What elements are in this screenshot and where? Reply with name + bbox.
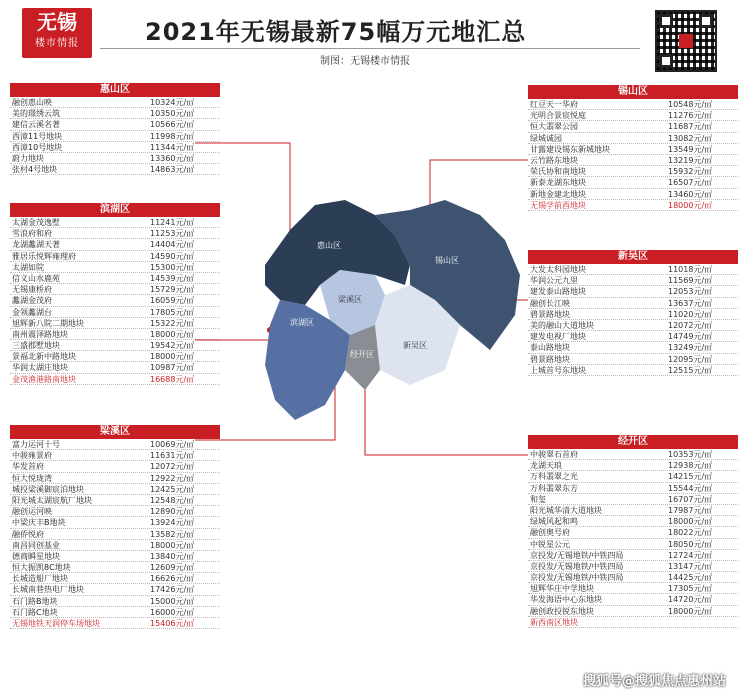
parcel-name: 甘露建设锡东新城地块 [530, 144, 610, 154]
parcel-price: 18022元/㎡ [668, 528, 713, 538]
parcel-name: 融侨悦府 [12, 529, 44, 539]
land-parcel-row [10, 307, 220, 318]
land-parcel-row [10, 439, 220, 450]
land-parcel-row [528, 460, 738, 471]
parcel-price: 15300元/㎡ [150, 262, 195, 272]
parcel-price: 11569元/㎡ [668, 276, 713, 286]
parcel-price: 10350元/㎡ [150, 109, 195, 119]
parcel-name: 金茂渔港路南地块 [12, 374, 76, 384]
parcel-price: 18000元/㎡ [668, 517, 713, 527]
parcel-price: 16626元/㎡ [150, 574, 195, 584]
parcel-name: 红豆天一华府 [530, 100, 578, 109]
land-parcel-row [528, 342, 738, 353]
parcel-name: 新泰龙湖东地块 [530, 178, 586, 188]
parcel-name: 华润太湖庄地块 [12, 363, 68, 373]
land-parcel-row [10, 596, 220, 607]
parcel-price: 14215元/㎡ [668, 472, 713, 482]
parcel-name: 富力运河十号 [12, 440, 60, 449]
land-parcel-row [10, 142, 220, 153]
parcel-price: 13249元/㎡ [668, 343, 713, 353]
land-parcel-row [10, 273, 220, 284]
parcel-price: 11276元/㎡ [668, 111, 713, 121]
parcel-price: 17426元/㎡ [150, 585, 195, 595]
map-label-liangxi: 梁溪区 [338, 295, 362, 304]
land-parcel-row [528, 264, 738, 275]
land-parcel-row [528, 200, 738, 211]
parcel-name: 恒大振凯8C地块 [12, 563, 71, 573]
land-parcel-row [528, 594, 738, 605]
land-parcel-row [528, 298, 738, 309]
parcel-price: 14590元/㎡ [150, 251, 195, 261]
land-parcel-row [10, 239, 220, 250]
parcel-price: 15322元/㎡ [150, 318, 195, 328]
parcel-price: 10566元/㎡ [150, 120, 195, 130]
parcel-price: 18000元/㎡ [150, 540, 195, 550]
parcel-name: 龙湖蠡湖天著 [12, 240, 60, 250]
parcel-price: 13460元/㎡ [668, 189, 713, 199]
land-parcel-row [10, 562, 220, 573]
parcel-price: 12922元/㎡ [150, 473, 195, 483]
district-map [235, 185, 535, 435]
parcel-name: 云竹路东地块 [530, 155, 578, 165]
parcel-name: 阳光城太湖宸航厂地块 [12, 495, 92, 505]
parcel-price: 11687元/㎡ [668, 122, 713, 132]
land-parcel-row [10, 573, 220, 584]
land-parcel-row [10, 318, 220, 329]
parcel-name: 无锡康桥府 [12, 285, 52, 295]
land-parcel-row [528, 286, 738, 297]
land-parcel-row [10, 351, 220, 362]
title-divider [100, 48, 640, 49]
land-parcel-row [528, 516, 738, 527]
parcel-price: 12425元/㎡ [150, 484, 195, 494]
parcel-price: 16707元/㎡ [668, 494, 713, 504]
map-label-xishan: 锡山区 [435, 256, 459, 265]
land-parcel-row [528, 331, 738, 342]
land-parcel-row [10, 484, 220, 495]
parcel-name: 碧景路地块 [530, 309, 570, 319]
land-parcel-row [528, 354, 738, 365]
land-parcel-row [10, 284, 220, 295]
parcel-price: 11998元/㎡ [150, 131, 195, 141]
parcel-name: 景福北新中路地块 [12, 352, 76, 362]
parcel-name: 德商瞬星地块 [12, 551, 60, 561]
parcel-price: 12072元/㎡ [150, 462, 195, 472]
land-parcel-row [10, 607, 220, 618]
panel-xinwu [528, 250, 738, 376]
parcel-name: 融创长江映 [530, 298, 570, 308]
parcel-price: 11253元/㎡ [150, 229, 195, 239]
parcel-name: 太湖如院 [12, 262, 44, 272]
panel-jingkai [528, 435, 738, 628]
parcel-price: 13637元/㎡ [668, 298, 713, 308]
land-parcel-row [10, 119, 220, 130]
land-parcel-row [528, 155, 738, 166]
parcel-price: 10987元/㎡ [150, 363, 195, 373]
parcel-name: 西漳10号地块 [12, 142, 63, 152]
parcel-price: 14404元/㎡ [150, 240, 195, 250]
land-parcel-row [528, 309, 738, 320]
land-parcel-row [10, 540, 220, 551]
parcel-name: 碧景路地块 [530, 354, 570, 364]
land-parcel-row [10, 618, 220, 629]
panel-binhu [10, 203, 220, 385]
parcel-price: 14539元/㎡ [150, 273, 195, 283]
parcel-name: 美的融山大道地块 [530, 320, 594, 330]
parcel-name: 融创惠山映 [12, 98, 52, 107]
land-parcel-row [10, 551, 220, 562]
parcel-price: 13082元/㎡ [668, 133, 713, 143]
parcel-price: 19542元/㎡ [150, 341, 195, 351]
parcel-name: 无锡学前西地块 [530, 200, 586, 210]
parcel-name: 旭辉新八院二期地块 [12, 318, 84, 328]
parcel-name: 南州震泽路地块 [12, 329, 68, 339]
map-label-huishan: 惠山区 [317, 241, 341, 250]
land-parcel-row [528, 505, 738, 516]
land-parcel-row [10, 584, 220, 595]
land-parcel-row [528, 550, 738, 561]
land-parcel-row [10, 506, 220, 517]
parcel-name: 融创奥号府 [530, 528, 570, 538]
parcel-price: 14749元/㎡ [668, 332, 713, 342]
parcel-name: 上城首号东地块 [530, 365, 586, 375]
parcel-price: 11241元/㎡ [150, 218, 195, 227]
parcel-name: 万科翡翠之光 [530, 472, 578, 482]
land-parcel-row [528, 583, 738, 594]
parcel-name: 中锐星公元 [530, 539, 570, 549]
land-parcel-row [10, 329, 220, 340]
parcel-price: 18000元/㎡ [668, 200, 713, 210]
land-parcel-row [528, 494, 738, 505]
parcel-price: 17987元/㎡ [668, 505, 713, 515]
land-parcel-row [10, 262, 220, 273]
land-parcel-row [10, 517, 220, 528]
parcel-name: 石门路B地块 [12, 596, 58, 606]
map-label-binhu: 滨湖区 [290, 318, 314, 327]
parcel-price: 16059元/㎡ [150, 296, 195, 306]
parcel-name: 美的璟绣云筑 [12, 109, 60, 119]
parcel-price: 15729元/㎡ [150, 285, 195, 295]
parcel-name: 和玺 [530, 494, 546, 504]
parcel-name: 绿城诚园 [530, 133, 562, 143]
parcel-price: 11020元/㎡ [668, 309, 713, 319]
parcel-name: 信义山水鹿苑 [12, 273, 60, 283]
parcel-price: 17305元/㎡ [668, 584, 713, 594]
panel-title: 锡山区 [528, 85, 738, 99]
parcel-name: 华发首府 [12, 462, 44, 472]
parcel-name: 龙湖天琅 [530, 461, 562, 471]
parcel-price: 16688元/㎡ [150, 374, 195, 384]
parcel-name: 旭辉华庄中学地块 [530, 584, 594, 594]
parcel-price: 15000元/㎡ [150, 596, 195, 606]
land-parcel-row [528, 572, 738, 583]
qr-code-icon [655, 10, 717, 72]
parcel-price: 13924元/㎡ [150, 518, 195, 528]
parcel-price: 12724元/㎡ [668, 550, 713, 560]
map-label-jingkai: 经开区 [350, 350, 374, 359]
parcel-name: 万科翡翠东方 [530, 483, 578, 493]
parcel-name: 光明合景宸悦庭 [530, 111, 586, 121]
parcel-name: 绿城风起和鸣 [530, 517, 578, 527]
land-parcel-row [528, 110, 738, 121]
parcel-name: 无锡地铁天润停车场地块 [12, 619, 100, 628]
parcel-name: 长城南巷热电厂地块 [12, 585, 84, 595]
parcel-price: 11344元/㎡ [150, 142, 195, 152]
parcel-name: 建发电视厂地块 [530, 332, 586, 342]
parcel-price: 18050元/㎡ [668, 539, 713, 549]
land-parcel-row [528, 527, 738, 538]
land-parcel-row [528, 99, 738, 110]
parcel-name: 张村4号地块 [12, 165, 58, 175]
land-parcel-row [528, 177, 738, 188]
parcel-price: 11631元/㎡ [150, 451, 195, 461]
parcel-price: 12095元/㎡ [668, 354, 713, 364]
parcel-price: 12609元/㎡ [150, 563, 195, 573]
parcel-price: 14720元/㎡ [668, 595, 713, 605]
parcel-name: 太湖金茂逸墅 [12, 218, 60, 227]
watermark: 搜狐号@搜狐焦点惠州站 [582, 674, 726, 689]
land-parcel-row [10, 374, 220, 385]
parcel-name: 京投发/无锡地铁/中铁四局 [530, 561, 624, 571]
parcel-name: 长城造船厂地块 [12, 574, 68, 584]
parcel-name: 京投发/无锡地铁/中铁四局 [530, 573, 624, 583]
panel-xishan [528, 85, 738, 211]
parcel-name: 蠡湖金茂府 [12, 296, 52, 306]
parcel-name: 融创运河映 [12, 507, 52, 517]
parcel-name: 阳光城华清大道地块 [530, 505, 602, 515]
land-parcel-row [528, 121, 738, 132]
land-parcel-row [528, 133, 738, 144]
parcel-price: 18000元/㎡ [668, 606, 713, 616]
parcel-price: 14863元/㎡ [150, 165, 195, 175]
parcel-price: 15544元/㎡ [668, 483, 713, 493]
land-parcel-row [10, 450, 220, 461]
parcel-price: 18000元/㎡ [150, 329, 195, 339]
land-parcel-row [10, 362, 220, 373]
land-parcel-row [10, 228, 220, 239]
parcel-name: 雪浪府和府 [12, 229, 52, 239]
parcel-price: 13147元/㎡ [668, 561, 713, 571]
land-parcel-row [528, 606, 738, 617]
parcel-price: 13582元/㎡ [150, 529, 195, 539]
land-parcel-row [528, 483, 738, 494]
land-parcel-row [10, 108, 220, 119]
panel-title: 滨湖区 [10, 203, 220, 217]
land-parcel-row [528, 365, 738, 376]
parcel-price [668, 617, 732, 627]
parcel-price: 10353元/㎡ [668, 450, 713, 459]
land-parcel-row [528, 320, 738, 331]
land-parcel-row [10, 295, 220, 306]
land-parcel-row [10, 153, 220, 164]
parcel-price: 13360元/㎡ [150, 153, 195, 163]
land-parcel-row [10, 164, 220, 175]
parcel-name: 中骏翠石首府 [530, 450, 578, 459]
parcel-name: 建发泰山路地块 [530, 287, 586, 297]
land-parcel-row [528, 144, 738, 155]
land-parcel-row [528, 617, 738, 628]
brand-logo [22, 8, 92, 58]
parcel-price: 14425元/㎡ [668, 573, 713, 583]
parcel-name: 新西南区地块 [530, 617, 578, 627]
parcel-name: 中梁庆丰B地块 [12, 518, 66, 528]
land-parcel-row [10, 340, 220, 351]
parcel-name: 荣氏协和南地块 [530, 167, 586, 177]
land-parcel-row [10, 217, 220, 228]
panel-liangxi [10, 425, 220, 629]
land-parcel-row [528, 189, 738, 200]
land-parcel-row [528, 471, 738, 482]
land-parcel-row [10, 495, 220, 506]
land-parcel-row [528, 275, 738, 286]
parcel-price: 12053元/㎡ [668, 287, 713, 297]
parcel-name: 华发海语中心东地块 [530, 595, 602, 605]
parcel-name: 城投梁溪御宸泊地块 [12, 484, 84, 494]
land-parcel-row [528, 166, 738, 177]
parcel-price: 10548元/㎡ [668, 100, 713, 109]
parcel-name: 南昌同创基业 [12, 540, 60, 550]
parcel-price: 18000元/㎡ [150, 352, 195, 362]
parcel-name: 西漳11号地块 [12, 131, 63, 141]
parcel-name: 石门路C地块 [12, 607, 58, 617]
land-parcel-row [10, 473, 220, 484]
panel-title: 经开区 [528, 435, 738, 449]
panel-title: 新吴区 [528, 250, 738, 264]
parcel-name: 建信云溪名著 [12, 120, 60, 130]
panel-title: 惠山区 [10, 83, 220, 97]
parcel-name: 融创政投锐东地块 [530, 606, 594, 616]
parcel-price: 15932元/㎡ [668, 167, 713, 177]
map-label-xinwu: 新吴区 [403, 341, 427, 350]
land-parcel-row [10, 251, 220, 262]
parcel-price: 13219元/㎡ [668, 155, 713, 165]
parcel-name: 泰山路地块 [530, 343, 570, 353]
land-parcel-row [528, 449, 738, 460]
parcel-name: 大发太科园地块 [530, 265, 586, 274]
parcel-price: 12890元/㎡ [150, 507, 195, 517]
logo-subtitle: 楼市情报 [35, 38, 79, 49]
parcel-price: 12548元/㎡ [150, 495, 195, 505]
land-parcel-row [10, 461, 220, 472]
land-parcel-row [10, 97, 220, 108]
parcel-price: 11018元/㎡ [668, 265, 713, 274]
land-parcel-row [10, 131, 220, 142]
parcel-name: 金领蠡湖台 [12, 307, 52, 317]
parcel-price: 15406元/㎡ [150, 619, 195, 628]
parcel-name: 中骏雍景府 [12, 451, 52, 461]
parcel-price: 12072元/㎡ [668, 320, 713, 330]
logo-title: 无锡 [37, 10, 77, 34]
parcel-name: 恒大悦珑湾 [12, 473, 52, 483]
land-parcel-row [528, 561, 738, 572]
page-subtitle: 制图：无锡楼市情报 [320, 56, 410, 67]
parcel-price: 16507元/㎡ [668, 178, 713, 188]
land-parcel-row [528, 539, 738, 550]
parcel-price: 12515元/㎡ [668, 365, 713, 375]
parcel-price: 13549元/㎡ [668, 144, 713, 154]
parcel-name: 新地金建北地块 [530, 189, 586, 199]
parcel-name: 京投发/无锡地铁/中铁四局 [530, 550, 624, 560]
parcel-name: 雅居乐悦辉雍理府 [12, 251, 76, 261]
parcel-name: 华润公元九里 [530, 276, 578, 286]
panel-huishan [10, 83, 220, 175]
parcel-name: 蔚力地块 [12, 153, 44, 163]
parcel-price: 10069元/㎡ [150, 440, 195, 449]
parcel-price: 10324元/㎡ [150, 98, 195, 107]
parcel-price: 13840元/㎡ [150, 551, 195, 561]
parcel-price: 17805元/㎡ [150, 307, 195, 317]
land-parcel-row [10, 529, 220, 540]
parcel-name: 三盛郡墅地块 [12, 341, 60, 351]
panel-title: 梁溪区 [10, 425, 220, 439]
parcel-price: 16000元/㎡ [150, 607, 195, 617]
page-title: 2021年无锡最新75幅万元地汇总 [145, 18, 527, 46]
parcel-price: 12938元/㎡ [668, 461, 713, 471]
parcel-name: 恒大翡翠公园 [530, 122, 578, 132]
